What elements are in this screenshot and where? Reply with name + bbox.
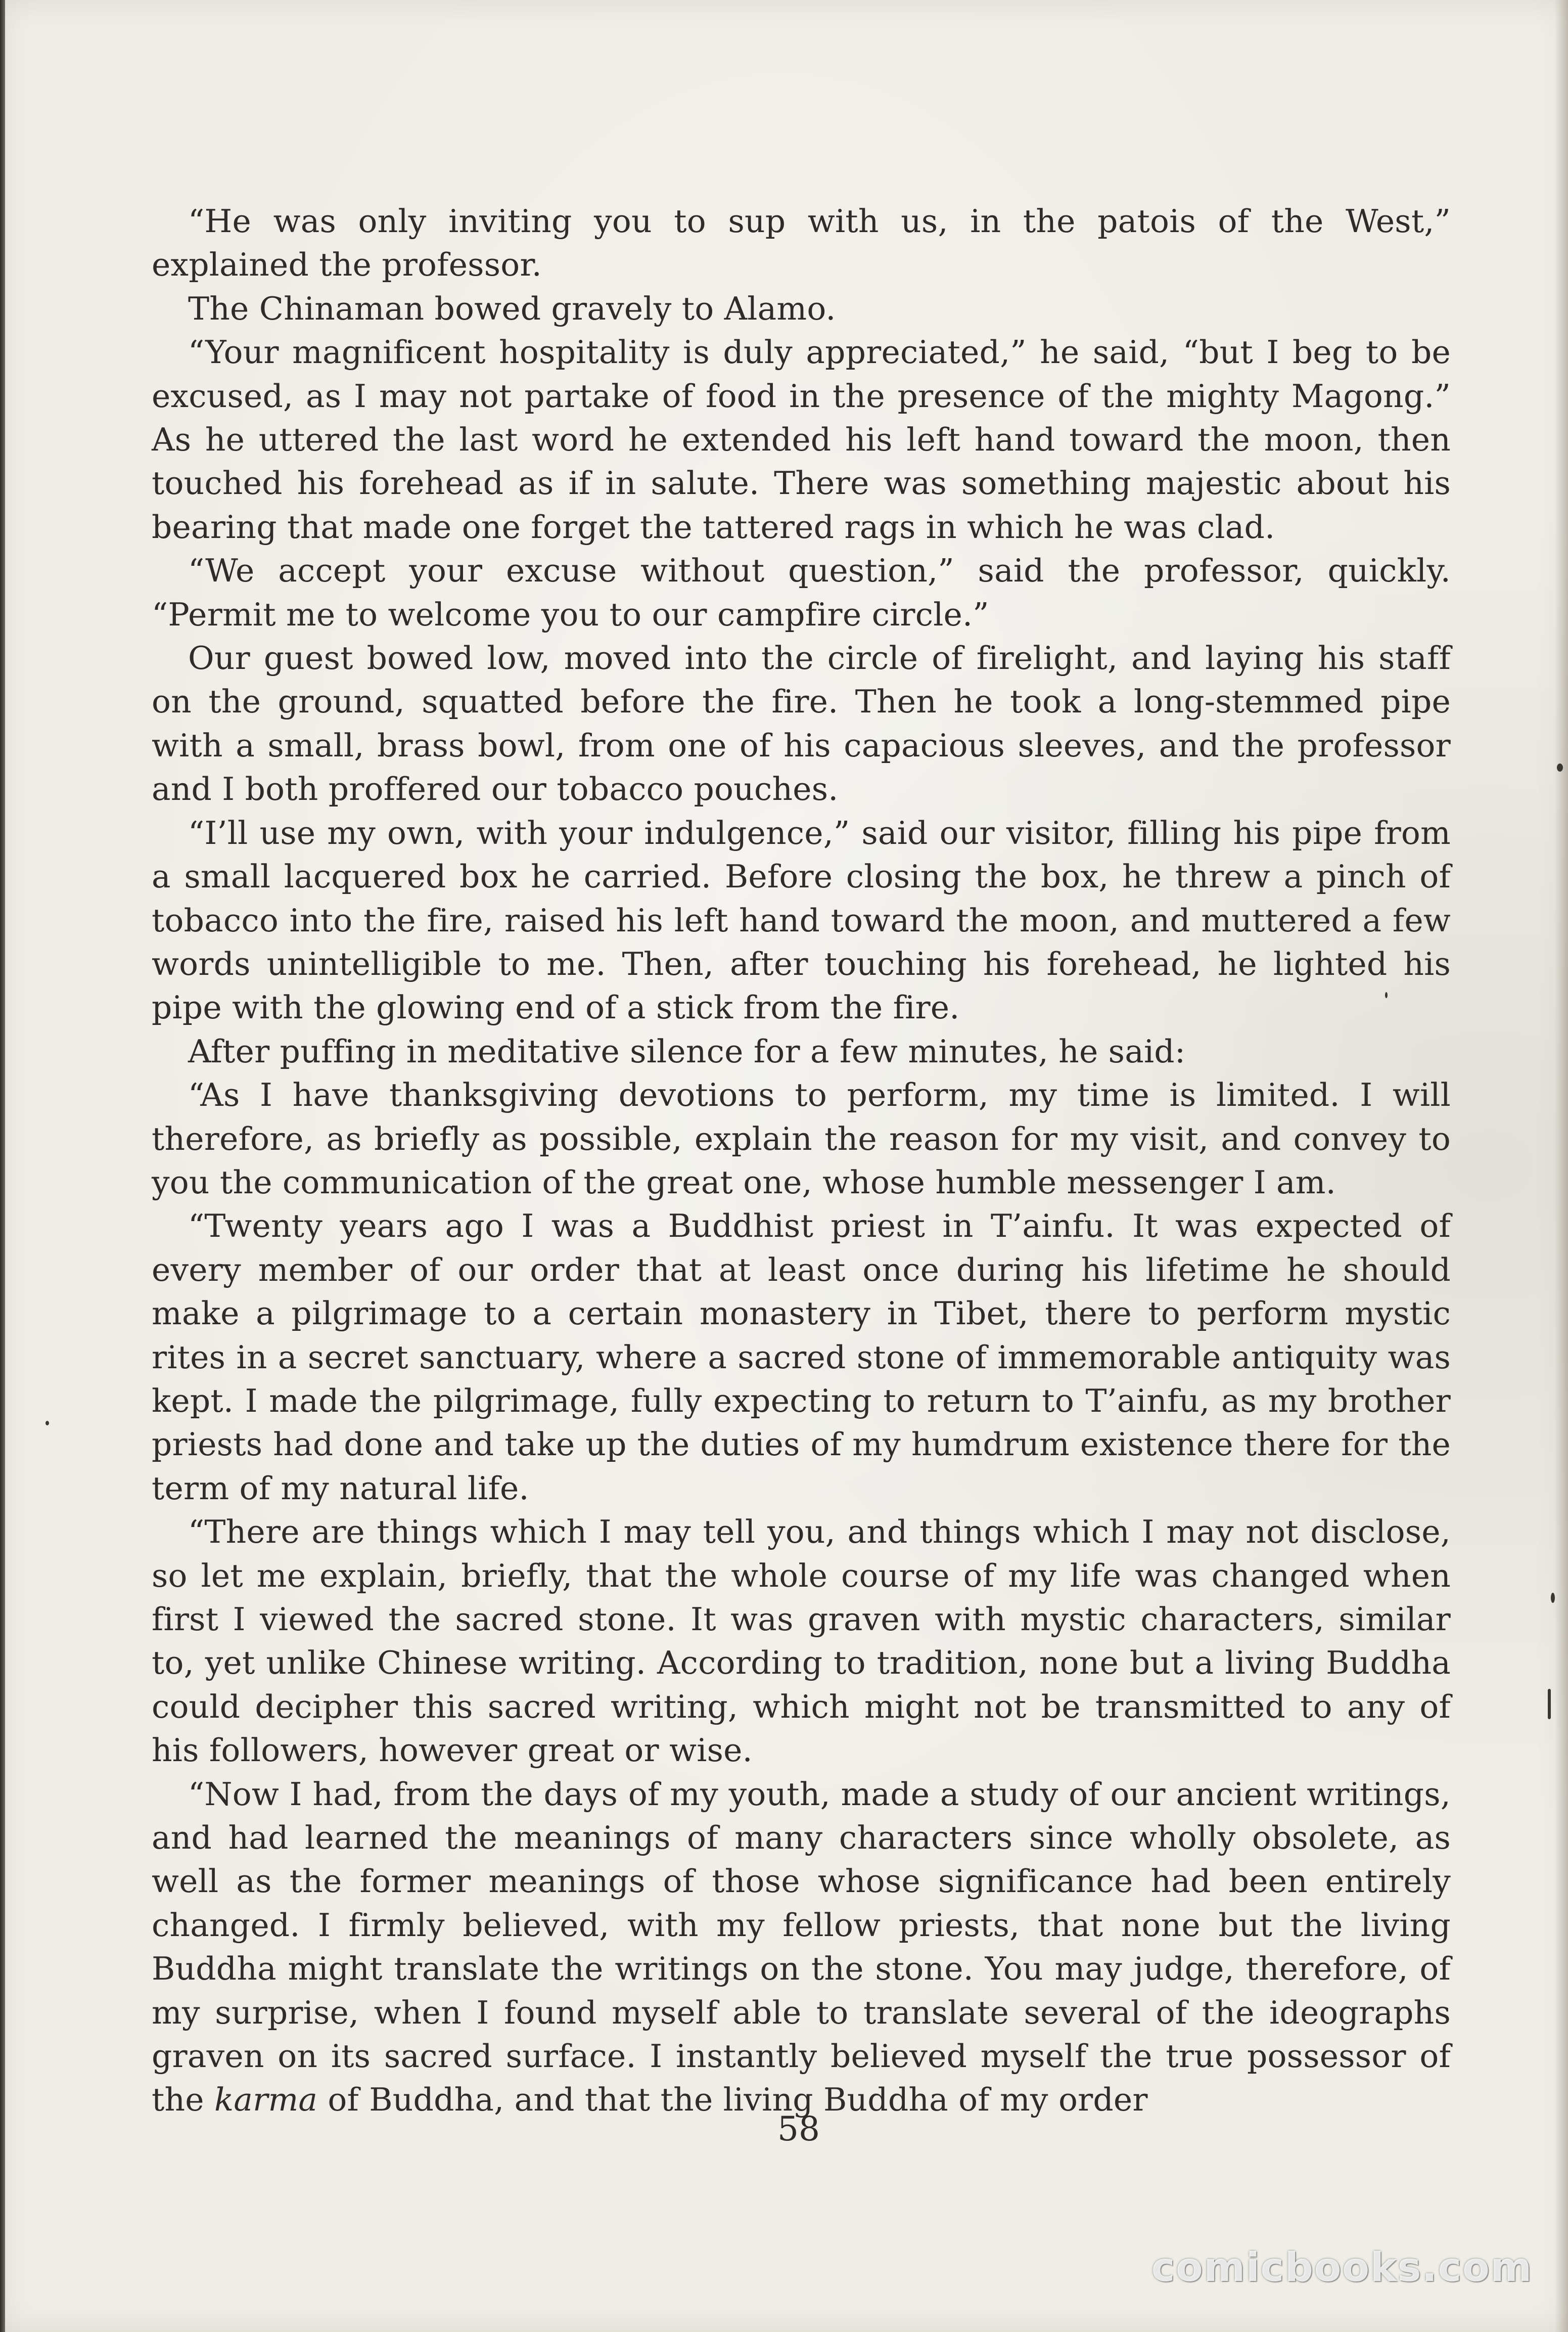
page-speck — [45, 1421, 49, 1425]
page-speck — [1557, 764, 1563, 772]
page-speck — [1551, 1593, 1555, 1603]
paragraph-4: “We accept your excuse without question,” said the professor, quickly. “Permit me to welcome you to our campfire circle.” — [152, 552, 1451, 633]
paragraph-2: The Chinaman bowed gravely to Alamo. — [188, 290, 836, 327]
paragraph-1: “He was only inviting you to sup with us, in the patois of the West,” explained the professor. — [152, 203, 1451, 284]
paragraph-7: After puffing in meditative silence for a few minutes, he said: — [188, 1033, 1186, 1070]
paragraph-9: “Twenty years ago I was a Buddhist priest in T’ainfu. It was expected of every member of our order that at least once during his lifetime he should make a pilgrimage to a certain monastery in Tibet, there to perform mystic rites in a secret sanctuary, where a sacred stone of immemorable antiquity was kept. I made the pilgrimage, fully expecting to return to T’ainfu, as my brother priests had done and take up the duties of my humdrum existence there for the term of my natural life. — [152, 1207, 1451, 1507]
paragraph-11-text-after: of Buddha, and that the living Buddha of my order — [317, 2081, 1148, 2119]
body-text — [152, 200, 1451, 2122]
page-number: 58 — [777, 2110, 820, 2148]
watermark-text: comicbooks.com — [1151, 2245, 1533, 2291]
paragraph-11-italic-word: karma — [214, 2081, 318, 2119]
page-speck — [1385, 992, 1388, 998]
paragraph-5: Our guest bowed low, moved into the circle of firelight, and laying his staff on the ground, squatted before the fire. Then he took a long-stemmed pipe with a small, brass bowl, from one of his capacious sleeves, and the professor and I both proffered our tobacco pouches. — [152, 640, 1451, 808]
page-left-edge — [0, 0, 5, 2332]
page-right-shadow — [1555, 0, 1568, 2332]
paragraph-8: “As I have thanksgiving devotions to perform, my time is limited. I will therefore, as briefly as possible, explain the reason for my visit, and convey to you the communication of the great one, whose humble messenger I am. — [152, 1077, 1451, 1201]
paragraph-6: “I’ll use my own, with your indulgence,” said our visitor, filling his pipe from a small lacquered box he carried. Before closing the box, he threw a pinch of tobacco into the fire, raised his left hand toward the moon, and muttered a few words unintelligible to me. Then, after touching his forehead, he lighted his pipe with the glowing end of a stick from the fire. — [152, 814, 1451, 1026]
paragraph-11 — [152, 1773, 1451, 2122]
paragraph-10: “There are things which I may tell you, and things which I may not disclose, so let me explain, briefly, that the whole course of my life was changed when first I viewed the sacred stone. It was graven with mystic characters, similar to, yet unlike Chinese writing. According to tradition, none but a living Buddha could decipher this sacred writing, which might not be transmitted to any of his followers, however great or wise. — [152, 1513, 1451, 1769]
paragraph-11-text-before: “Now I had, from the days of my youth, made a study of our ancient writings, and had learned the meanings of many characters since wholly obsolete, as well as the former meanings of those whose significance had been entirely changed. I firmly believed, with my fellow priests, that none but the living Buddha might translate the writings on the stone. You may judge, therefore, of my surprise, when I found myself able to translate several of the ideographs graven on its sacred surface. I instantly believed myself the true possessor of the — [152, 1775, 1451, 2119]
paragraph-3: “Your magnificent hospitality is duly appreciated,” he said, “but I beg to be excused, as I may not partake of food in the presence of the mighty Magong.” As he uttered the last word he extended his left hand toward the moon, then touched his forehead as if in salute. There was something majestic about his bearing that made one forget the tattered rags in which he was clad. — [152, 334, 1451, 546]
page-speck — [1548, 1689, 1551, 1719]
